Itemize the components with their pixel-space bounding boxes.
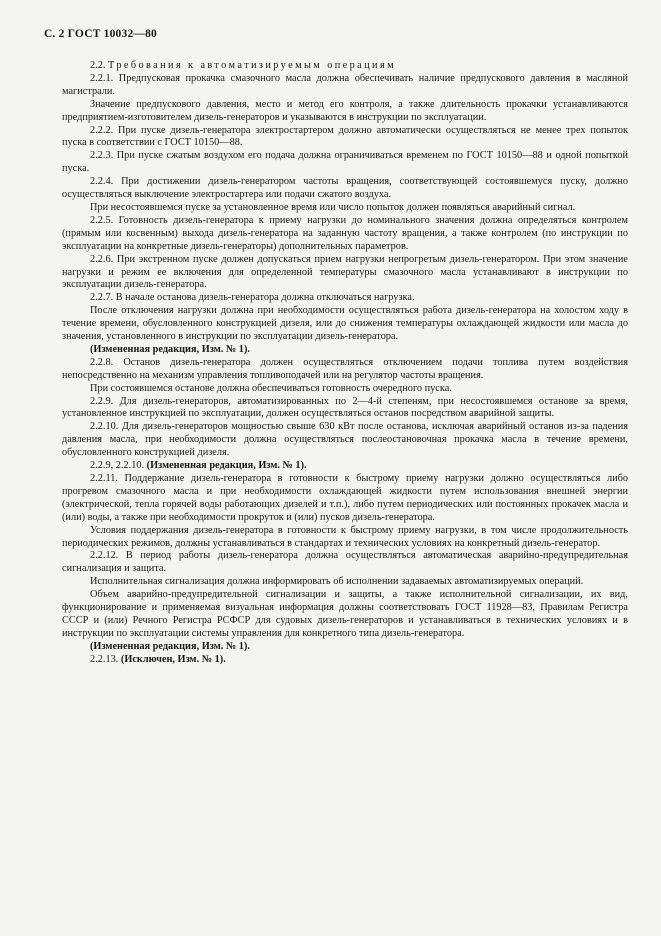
paragraph: 2.2.1. Предпусковая прокачка смазочного масла должна обеспечивать наличие предпускового давления в масляной магистрали. bbox=[62, 72, 628, 97]
paragraph: Условия поддержания дизель-генератора в готовности к быстрому приему нагрузки, в том числе продолжительность периодических режимов, должны устанавливаться в стандартах и технических условиях на конкретный дизель-генератор. bbox=[62, 524, 628, 549]
section-number: 2.2. bbox=[90, 60, 106, 71]
section-title: Требования к автоматизируемым операциям bbox=[108, 60, 397, 71]
paragraph: 2.2.3. При пуске сжатым воздухом его подача должна ограничиваться временем по ГОСТ 10150—88 и одной попыткой пуска. bbox=[62, 150, 628, 175]
amendment-clauses: 2.2.13. bbox=[90, 653, 119, 665]
amendment-note bbox=[62, 654, 628, 667]
paragraph: 2.2.4. При достижении дизель-генератором частоты вращения, соответствующей состоявшемуся пуску, должно осуществляться выключение электростартера или подачи сжатого воздуха. bbox=[62, 176, 628, 201]
paragraph: 2.2.7. В начале останова дизель-генератора должна отключаться нагрузка. bbox=[90, 292, 415, 304]
paragraph: Исполнительная сигнализация должна информировать об исполнении задаваемых автоматизируемых операций. bbox=[90, 576, 584, 588]
paragraph: При состоявшемся останове должна обеспечиваться готовность очередного пуска. bbox=[90, 382, 452, 394]
paragraph: Объем аварийно-предупредительной сигнализации и защиты, а также исполнительной сигнализации, их вид, функционирование и применяемая визуальная информация должны соответствовать ГОСТ 11928—83, Правилам Регистра СССР и (или) Речного Регистра РСФСР для судовых дизель-генераторов и устанавливаться в технических условиях и в инструкции по эксплуатации системы управления для конкретного типа дизель-генератора. bbox=[62, 589, 628, 639]
paragraph: 2.2.2. При пуске дизель-генератора электростартером должно автоматически осуществляться не менее трех попыток пуска в соответствии с ГОСТ 10150—88. bbox=[62, 124, 628, 149]
document-body bbox=[62, 60, 628, 667]
paragraph: 2.2.6. При экстренном пуске должен допускаться прием нагрузки непрогретым дизель-генератором. При этом значение нагрузки и режим ее включения для определенной температуры смазочного масла устанавливают в инструкции по эксплуатации дизель-генератора. bbox=[62, 253, 628, 291]
paragraph: Значение предпускового давления, место и метод его контроля, а также длительность прокачки устанавливаются предприятием-изготовителем дизель-генераторов и указываются в инструкции по эксплуатации. bbox=[62, 98, 628, 123]
paragraph: При несостоявшемся пуске за установленное время или число попыток должен появляться аварийный сигнал. bbox=[90, 201, 576, 213]
page-header: С. 2 ГОСТ 10032—80 bbox=[44, 28, 157, 40]
paragraph: 2.2.9. Для дизель-генераторов, автоматизированных по 2—4-й степеням, при несостоявшемся останове за время, установленное инструкцией по эксплуатации, должен осуществляться останов посредством аварийной защиты. bbox=[62, 395, 628, 420]
section-heading bbox=[62, 60, 628, 73]
paragraph: 2.2.5. Готовность дизель-генератора к приему нагрузки до номинального значения должна определяться контролем (прямым или косвенным) выхода дизель-генератора на заданную частоту вращения, а также контролем (по инструкции по эксплуатации на конкретные дизель-генераторы) дополнительных параметров. bbox=[62, 214, 628, 252]
amendment-text: (Измененная редакция, Изм. № 1). bbox=[146, 460, 307, 472]
amendment-note: (Измененная редакция, Изм. № 1). bbox=[90, 640, 250, 652]
amendment-clauses: 2.2.9, 2.2.10. bbox=[90, 460, 145, 472]
amendment-note: (Измененная редакция, Изм. № 1). bbox=[90, 343, 250, 355]
amendment-text: (Исключен, Изм. № 1). bbox=[120, 653, 226, 665]
paragraph: 2.2.10. Для дизель-генераторов мощностью свыше 630 кВт после останова, исключая аварийный останов из-за падения давления масла, при необходимости должна осуществляться послеостановочная прокачка масла в течение времени, обусловленного конструкцией дизеля. bbox=[62, 421, 628, 459]
amendment-note bbox=[62, 460, 628, 473]
paragraph: После отключения нагрузки должна при необходимости осуществляться работа дизель-генератора на холостом ходу в течение времени, обусловленного конструкцией дизеля, или до снижения температуры охлаждающей жидкости или масла до значения, установленного в инструкции по эксплуатации дизель-генератора. bbox=[62, 305, 628, 343]
paragraph: 2.2.8. Останов дизель-генератора должен осуществляться отключением подачи топлива путем воздействия непосредственно на механизм управления топливоподачей или на регулятор частоты вращения. bbox=[62, 356, 628, 381]
paragraph: 2.2.12. В период работы дизель-генератора должна осуществляться автоматическая аварийно-предупредительная сигнализация и защита. bbox=[62, 550, 628, 575]
paragraph: 2.2.11. Поддержание дизель-генератора в готовности к быстрому приему нагрузки должно осуществляться либо прогревом смазочного масла и при необходимости охлаждающей жидкости путем использования внешней энергии (электрической, тепла горячей воды работающих дизелей и т.п.), либо путем периодических или постоянных прокачек масла и (или) воды, а также при необходимости прокруток и (или) пусков дизель-генератора. bbox=[62, 473, 628, 523]
